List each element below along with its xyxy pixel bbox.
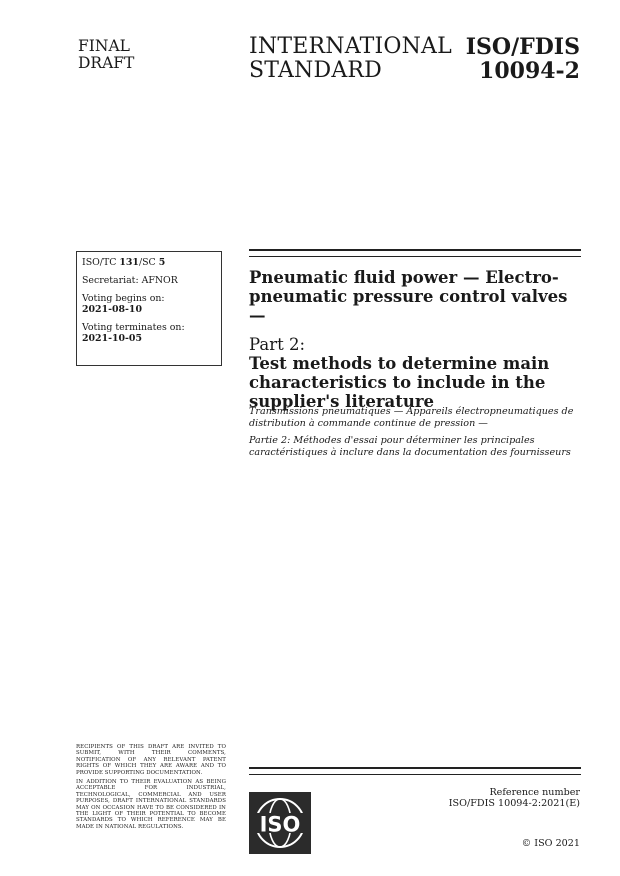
draft-stage-line-1: FINAL xyxy=(78,37,130,55)
draft-disclaimer xyxy=(76,744,226,833)
voting-ends xyxy=(82,322,216,344)
committee-prefix: ISO/TC xyxy=(82,257,120,268)
footer-divider xyxy=(249,767,581,775)
committee-sc-prefix: /SC xyxy=(138,257,159,268)
committee-tc-number: 131 xyxy=(119,257,139,268)
committee-sc-number: 5 xyxy=(158,257,166,268)
standard-id xyxy=(466,35,580,83)
committee-info-box xyxy=(76,251,222,366)
french-title-block xyxy=(249,406,579,464)
voting-ends-date: 2021-10-05 xyxy=(82,333,142,344)
voting-begins-date: 2021-08-10 xyxy=(82,304,142,315)
reference-block xyxy=(449,787,580,809)
committee-reference xyxy=(82,257,216,268)
standard-type-line-1: INTERNATIONAL xyxy=(249,34,452,59)
title-block xyxy=(249,268,584,411)
french-part-title: Partie 2: Méthodes d'essai pour déterminer les principales caractéristiques à inclure dans la documentation des fournisseurs xyxy=(249,435,571,458)
disclaimer-paragraph-2: IN ADDITION TO THEIR EVALUATION AS BEING ACCEPTABLE FOR INDUSTRIAL, TECHNOLOGICAL, COMMERCIAL AND USER PURPOSES, DRAFT INTERNATIONAL STANDARDS MAY ON OCCASION HAVE TO BE CONSIDERED IN THE LIGHT OF THEIR POTENTIAL TO BECOME STANDARDS TO WHICH REFERENCE MAY BE MADE IN NATIONAL REGULATIONS. xyxy=(76,779,226,830)
voting-ends-label: Voting terminates on: xyxy=(82,322,185,333)
iso-logo-text: ISO xyxy=(259,812,301,837)
part-label: Part 2: xyxy=(249,335,306,354)
voting-begins xyxy=(82,293,216,315)
iso-logo-icon xyxy=(249,792,311,854)
secretariat: Secretariat: AFNOR xyxy=(82,275,178,286)
standard-type-line-2: STANDARD xyxy=(249,58,383,83)
standard-id-line-2: 10094-2 xyxy=(479,58,580,84)
reference-label: Reference number xyxy=(489,787,580,798)
title-divider xyxy=(249,249,581,257)
standard-id-line-1: ISO/FDIS xyxy=(465,34,580,60)
draft-stage xyxy=(78,38,134,72)
voting-begins-label: Voting begins on: xyxy=(82,293,165,304)
reference-number: ISO/FDIS 10094-2:2021(E) xyxy=(448,798,580,809)
draft-stage-line-2: DRAFT xyxy=(78,54,135,72)
french-title: Transmissions pneumatiques — Appareils électropneumatiques de distribution à commande continue de pression — xyxy=(249,406,574,429)
part-title: Test methods to determine main characteristics to include in the supplier's literature xyxy=(249,354,550,411)
document-title: Pneumatic fluid power — Electro-pneumatic pressure control valves — xyxy=(249,268,568,325)
copyright-notice: © ISO 2021 xyxy=(521,838,580,849)
standard-type xyxy=(249,35,452,83)
disclaimer-paragraph-1: RECIPIENTS OF THIS DRAFT ARE INVITED TO SUBMIT, WITH THEIR COMMENTS, NOTIFICATION OF ANY RELEVANT PATENT RIGHTS OF WHICH THEY ARE AWARE AND TO PROVIDE SUPPORTING DOCUMENTATION. xyxy=(76,744,226,776)
